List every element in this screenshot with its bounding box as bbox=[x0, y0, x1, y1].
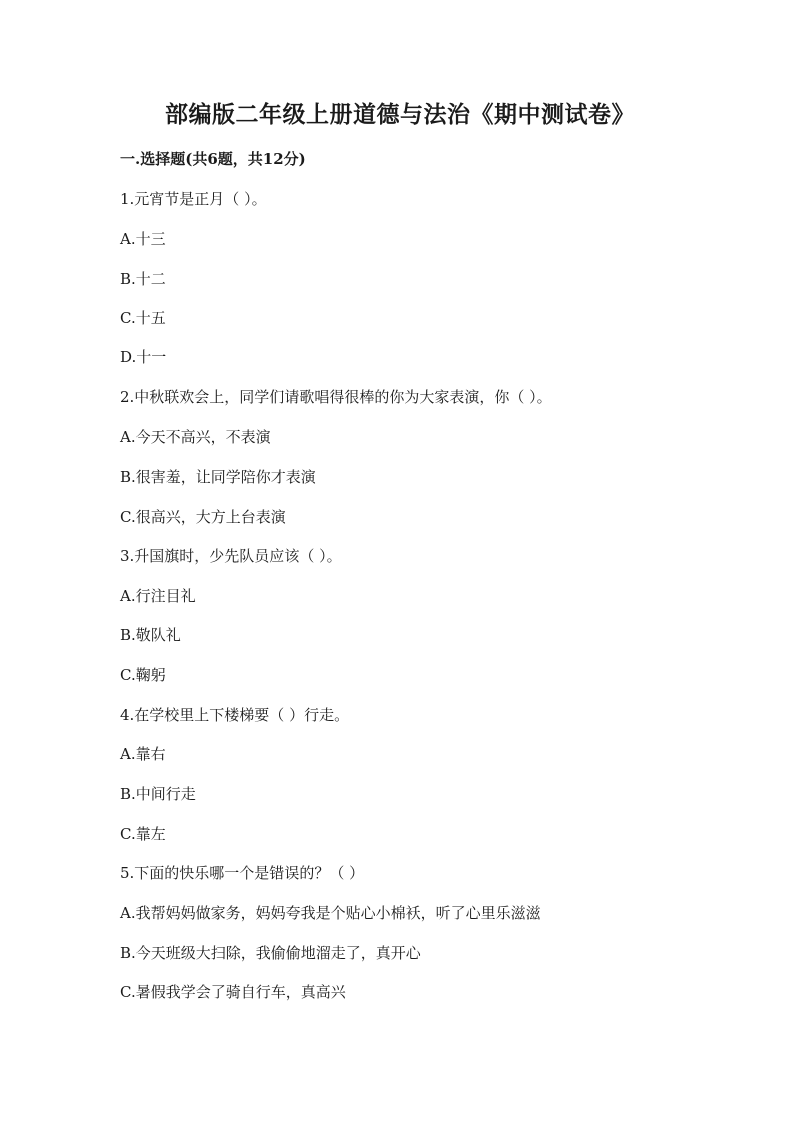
question-4-option-c: C.靠左 bbox=[120, 825, 166, 843]
question-5-stem: 5.下面的快乐哪一个是错误的？（ ） bbox=[120, 864, 365, 882]
question-1-option-c: C.十五 bbox=[120, 309, 166, 327]
question-2-option-b: B.很害羞，让同学陪你才表演 bbox=[120, 468, 316, 486]
question-3-option-c: C.鞠躬 bbox=[120, 666, 166, 684]
question-5-option-b: B.今天班级大扫除，我偷偷地溜走了，真开心 bbox=[120, 944, 421, 962]
question-1-option-a: A.十三 bbox=[120, 230, 166, 248]
question-2-option-a: A.今天不高兴，不表演 bbox=[120, 428, 271, 446]
question-4-stem: 4.在学校里上下楼梯要（ ）行走。 bbox=[120, 706, 350, 724]
question-3-option-b: B.敬队礼 bbox=[120, 626, 181, 644]
question-3-stem: 3.升国旗时，少先队员应该（ ）。 bbox=[120, 547, 342, 565]
question-5-option-a: A.我帮妈妈做家务，妈妈夸我是个贴心小棉袄，听了心里乐滋滋 bbox=[120, 904, 541, 922]
question-4-option-b: B.中间行走 bbox=[120, 785, 196, 803]
question-3-option-a: A.行注目礼 bbox=[120, 587, 196, 605]
question-4-option-a: A.靠右 bbox=[120, 745, 166, 763]
question-2-option-c: C.很高兴，大方上台表演 bbox=[120, 508, 286, 526]
question-2-stem: 2.中秋联欢会上，同学们请歌唱得很棒的你为大家表演，你（ ）。 bbox=[120, 388, 552, 406]
document-title: 部编版二年级上册道德与法治《期中测试卷》 bbox=[165, 101, 635, 128]
question-1-option-d: D.十一 bbox=[120, 348, 167, 366]
question-5-option-c: C.暑假我学会了骑自行车，真高兴 bbox=[120, 983, 346, 1001]
section-header: 一.选择题(共6题，共12分) bbox=[120, 150, 306, 168]
question-1-stem: 1.元宵节是正月（ ）。 bbox=[120, 190, 267, 208]
question-1-option-b: B.十二 bbox=[120, 270, 166, 288]
